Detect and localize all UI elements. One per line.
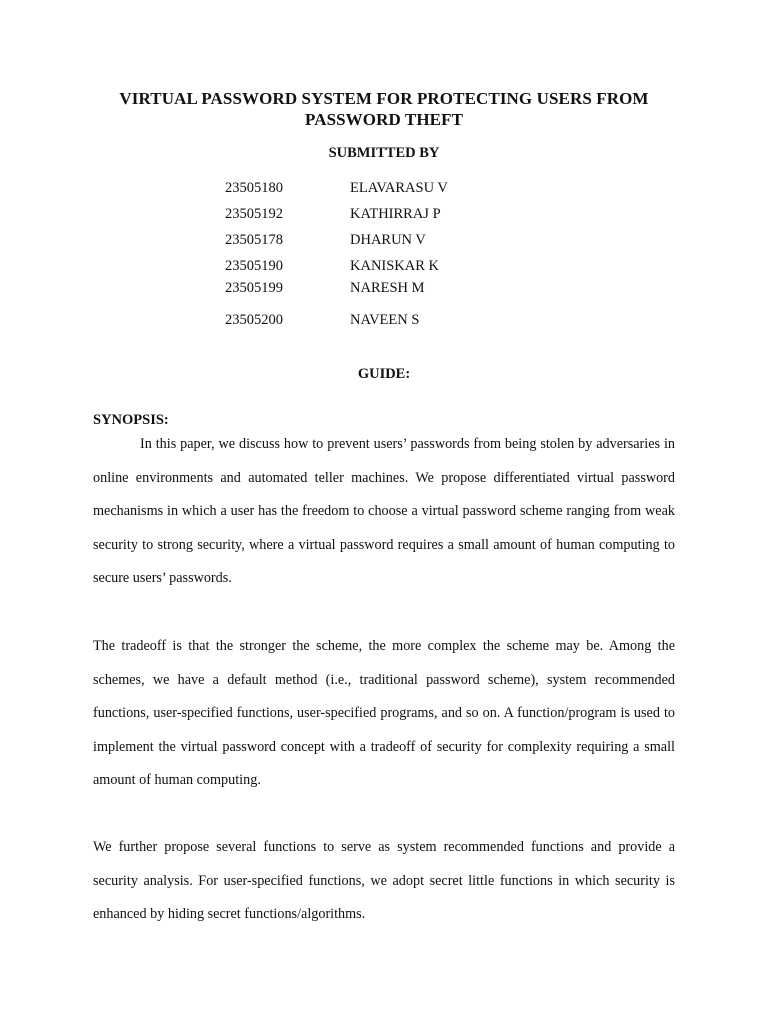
member-name: KATHIRRAJ P [350,206,441,222]
member-id: 23505190 [225,258,283,274]
document-title [60,88,708,130]
member-id: 23505180 [225,180,283,196]
member-row [225,312,525,330]
synopsis-paragraph-1: In this paper, we discuss how to prevent users’ passwords from being stolen by adversaries in online environments and automated teller machines. We propose differentiated virtual password mechanisms in which a user has the freedom to choose a virtual password scheme ranging from weak security to strong security, where a virtual password requires a small amount of human computing to secure users’ passwords. [93,436,675,587]
synopsis-paragraph-3: We further propose several functions to serve as system recommended functions and provide a security analysis. For user-specified functions, we adopt secret little functions in which security is enhanced by hiding secret functions/algorithms. [93,839,675,923]
member-name: DHARUN V [350,232,426,248]
member-id: 23505192 [225,206,283,222]
member-row [225,232,525,250]
title-line-1: VIRTUAL PASSWORD SYSTEM FOR PROTECTING USERS FROM [119,89,649,108]
member-row [225,180,525,198]
member-id: 23505200 [225,312,283,328]
submitted-by-heading: SUBMITTED BY [328,145,440,161]
member-name: ELAVARASU V [350,180,448,196]
member-row [225,206,525,224]
member-name: KANISKAR K [350,258,440,274]
guide-label: GUIDE: [357,366,411,382]
member-row [225,280,525,298]
title-line-2: PASSWORD THEFT [304,110,464,129]
member-row [225,258,525,276]
member-id: 23505178 [225,232,283,248]
member-id: 23505199 [225,280,283,296]
synopsis-paragraph-2: The tradeoff is that the stronger the scheme, the more complex the scheme may be. Among the schemes, we have a default method (i.e., traditional password scheme), system recommended functions, user-specified functions, user-specified programs, and so on. A function/program is used to implement the virtual password concept with a tradeoff of security for complexity requiring a small amount of human computing. [93,638,675,789]
member-name: NARESH M [350,280,425,296]
member-name: NAVEEN S [350,312,420,328]
synopsis-heading: SYNOPSIS: [93,412,169,428]
